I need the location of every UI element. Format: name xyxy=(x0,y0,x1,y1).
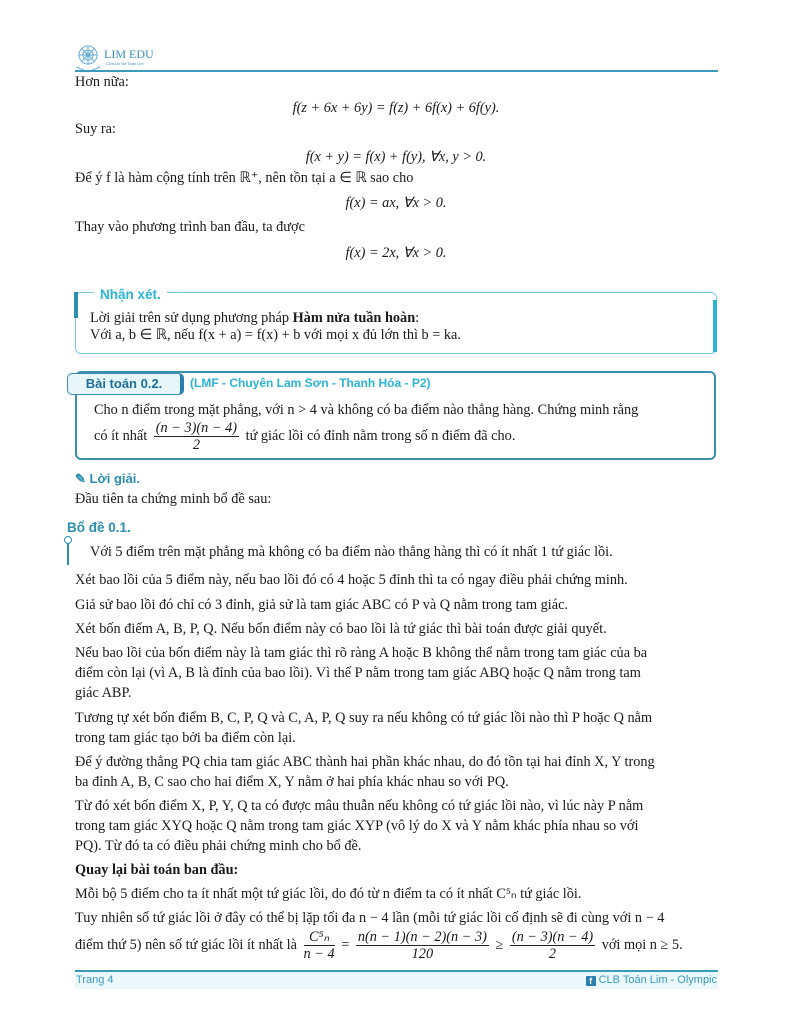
text-line: Nếu bao lồi của bốn điểm này là tam giác thì rõ ràng A hoặc B không thể nằm trong tam giác của ba xyxy=(75,645,648,661)
text-line: Để ý f là hàm cộng tính trên ℝ⁺, nên tồn tại a ∈ ℝ sao cho xyxy=(75,170,414,186)
remark-accent-right xyxy=(713,300,717,352)
text-line: giác ABP. xyxy=(75,685,132,701)
text-line: Suy ra: xyxy=(75,121,116,137)
text-line: trong tam giác XYQ hoặc Q nằm trong tam giác XYP (vô lý do X và Y nằm khác phía nhau so với xyxy=(75,818,639,834)
fraction: $\frac{n(n - 1)(n - 2)(n - 3)}{120}$ xyxy=(357,929,487,963)
lemma-text: Với 5 điểm trên mặt phẳng mà không có ba điểm nào thẳng hàng thì có ít nhất 1 tứ giác lồi. xyxy=(90,544,613,560)
logo-subtitle: Cửa Lin Đế Toán Lim xyxy=(106,61,144,66)
text-line: trong tam giác tạo bởi ba điểm còn lại. xyxy=(75,730,296,746)
pencil-icon: ✎ xyxy=(75,471,86,486)
lemma-bar xyxy=(67,541,69,565)
lemma-title: Bổ đề 0.1. xyxy=(67,520,131,535)
text-line: Xét bốn điểm A, B, P, Q. Nếu bốn điểm này có bao lồi là tứ giác thì bài toán được giải quyết. xyxy=(75,621,607,637)
text-line: Tuy nhiên số tứ giác lồi ở đây có thể bị lặp tối đa n − 4 lần (mỗi tứ giác lồi cố định sẽ đi cùng với n − 4 xyxy=(75,910,665,926)
footer-rule xyxy=(75,970,718,972)
page-number: Trang 4 xyxy=(76,974,114,986)
equation: f(x + y) = f(x) + f(y), ∀x, y > 0. xyxy=(305,149,487,165)
footer-club: f CLB Toán Lim - Olympic xyxy=(586,974,717,986)
text-line: Để ý đường thẳng PQ chia tam giác ABC thành hai phần khác nhau, do đó tồn tại hai đỉnh X, Y trong xyxy=(75,754,655,770)
text-line: Tương tự xét bốn điểm B, C, P, Q và C, A, P, Q suy ra nếu không có tứ giác lồi nào thì P hoặc Q nằm xyxy=(75,710,653,726)
section-heading: Quay lại bài toán ban đầu: xyxy=(75,862,239,878)
remark-title: Nhận xét. xyxy=(94,287,167,302)
problem-line: có ít nhất $\frac{(n - 3)(n - 4)}{2}$ tứ giác lồi có đỉnh nằm trong số n điểm đã cho. xyxy=(94,420,516,454)
problem-line: Cho n điểm trong mặt phẳng, với n > 4 và không có ba điểm nào thẳng hàng. Chứng minh rằng xyxy=(94,402,639,418)
facebook-icon: f xyxy=(586,976,596,986)
text-line: Thay vào phương trình ban đầu, ta được xyxy=(75,219,305,235)
problem-source: (LMF - Chuyên Lam Sơn - Thanh Hóa - P2) xyxy=(190,376,431,390)
text-line: điểm còn lại (vì A, B là đỉnh của bao lồi). Vì thế P nằm trong tam giác ABQ hoặc Q nằm trong tam xyxy=(75,665,641,681)
text-line: Hơn nữa: xyxy=(75,74,129,90)
remark-line: Với a, b ∈ ℝ, nếu f(x + a) = f(x) + b với mọi x đủ lớn thì b = ka. xyxy=(90,327,461,343)
remark-line: Lời giải trên sử dụng phương pháp Hàm nửa tuần hoàn: xyxy=(90,310,420,326)
remark-accent-left xyxy=(74,292,78,318)
text-line: Từ đó xét bốn điểm X, P, Y, Q ta có được mâu thuẫn nếu không có tứ giác lồi nào, vì lúc này P nằm xyxy=(75,798,644,814)
equation: f(x) = ax, ∀x > 0. xyxy=(345,195,447,211)
text-line: Đầu tiên ta chứng minh bổ đề sau: xyxy=(75,491,272,507)
solution-title: ✎ Lời giải. xyxy=(75,471,140,486)
equation: f(z + 6x + 6y) = f(z) + 6f(x) + 6f(y). xyxy=(292,100,500,116)
text-line: Giả sử bao lồi đó chỉ có 3 đỉnh, giả sử là tam giác ABC có P và Q nằm trong tam giác. xyxy=(75,597,569,613)
lemma-dot xyxy=(64,536,72,544)
logo-text: LIM EDU xyxy=(104,47,154,61)
fraction: $\frac{(n - 3)(n - 4)}{2}$ xyxy=(155,420,238,454)
lim-edu-logo-icon xyxy=(73,43,103,73)
text-line: PQ). Từ đó ta có điều phải chứng minh cho bổ đề. xyxy=(75,838,362,854)
fraction: $\frac{(n - 3)(n - 4)}{2}$ xyxy=(511,929,594,963)
fraction: $\frac{\text{C⁵ₙ}}{n - 4}$ xyxy=(303,929,335,963)
problem-tag: Bài toán 0.2. xyxy=(67,373,184,395)
text-line: Mỗi bộ 5 điểm cho ta ít nhất một tứ giác lồi, do đó từ n điểm ta có ít nhất C⁵ₙ tứ giác lồi. xyxy=(75,886,582,902)
equation: f(x) = 2x, ∀x > 0. xyxy=(345,245,447,261)
text-line: điểm thứ 5) nên số tứ giác lồi ít nhất là $\frac{\text{C⁵ₙ}}{n - 4}$ = $\frac{n(n - 1)(n - 2)(n - 3)}{120}$ ≥ $\frac{(n - 3)(n - 4)}{2}$ với mọi n ≥ 5. xyxy=(75,929,683,963)
text-line: Xét bao lồi của 5 điểm này, nếu bao lồi đó có 4 hoặc 5 đỉnh thì ta có ngay điều phải chứng minh. xyxy=(75,572,628,588)
text-line: ba đỉnh A, B, C sao cho hai điểm X, Y nằm ở hai phía khác nhau so với PQ. xyxy=(75,774,509,790)
header-rule xyxy=(75,70,718,72)
